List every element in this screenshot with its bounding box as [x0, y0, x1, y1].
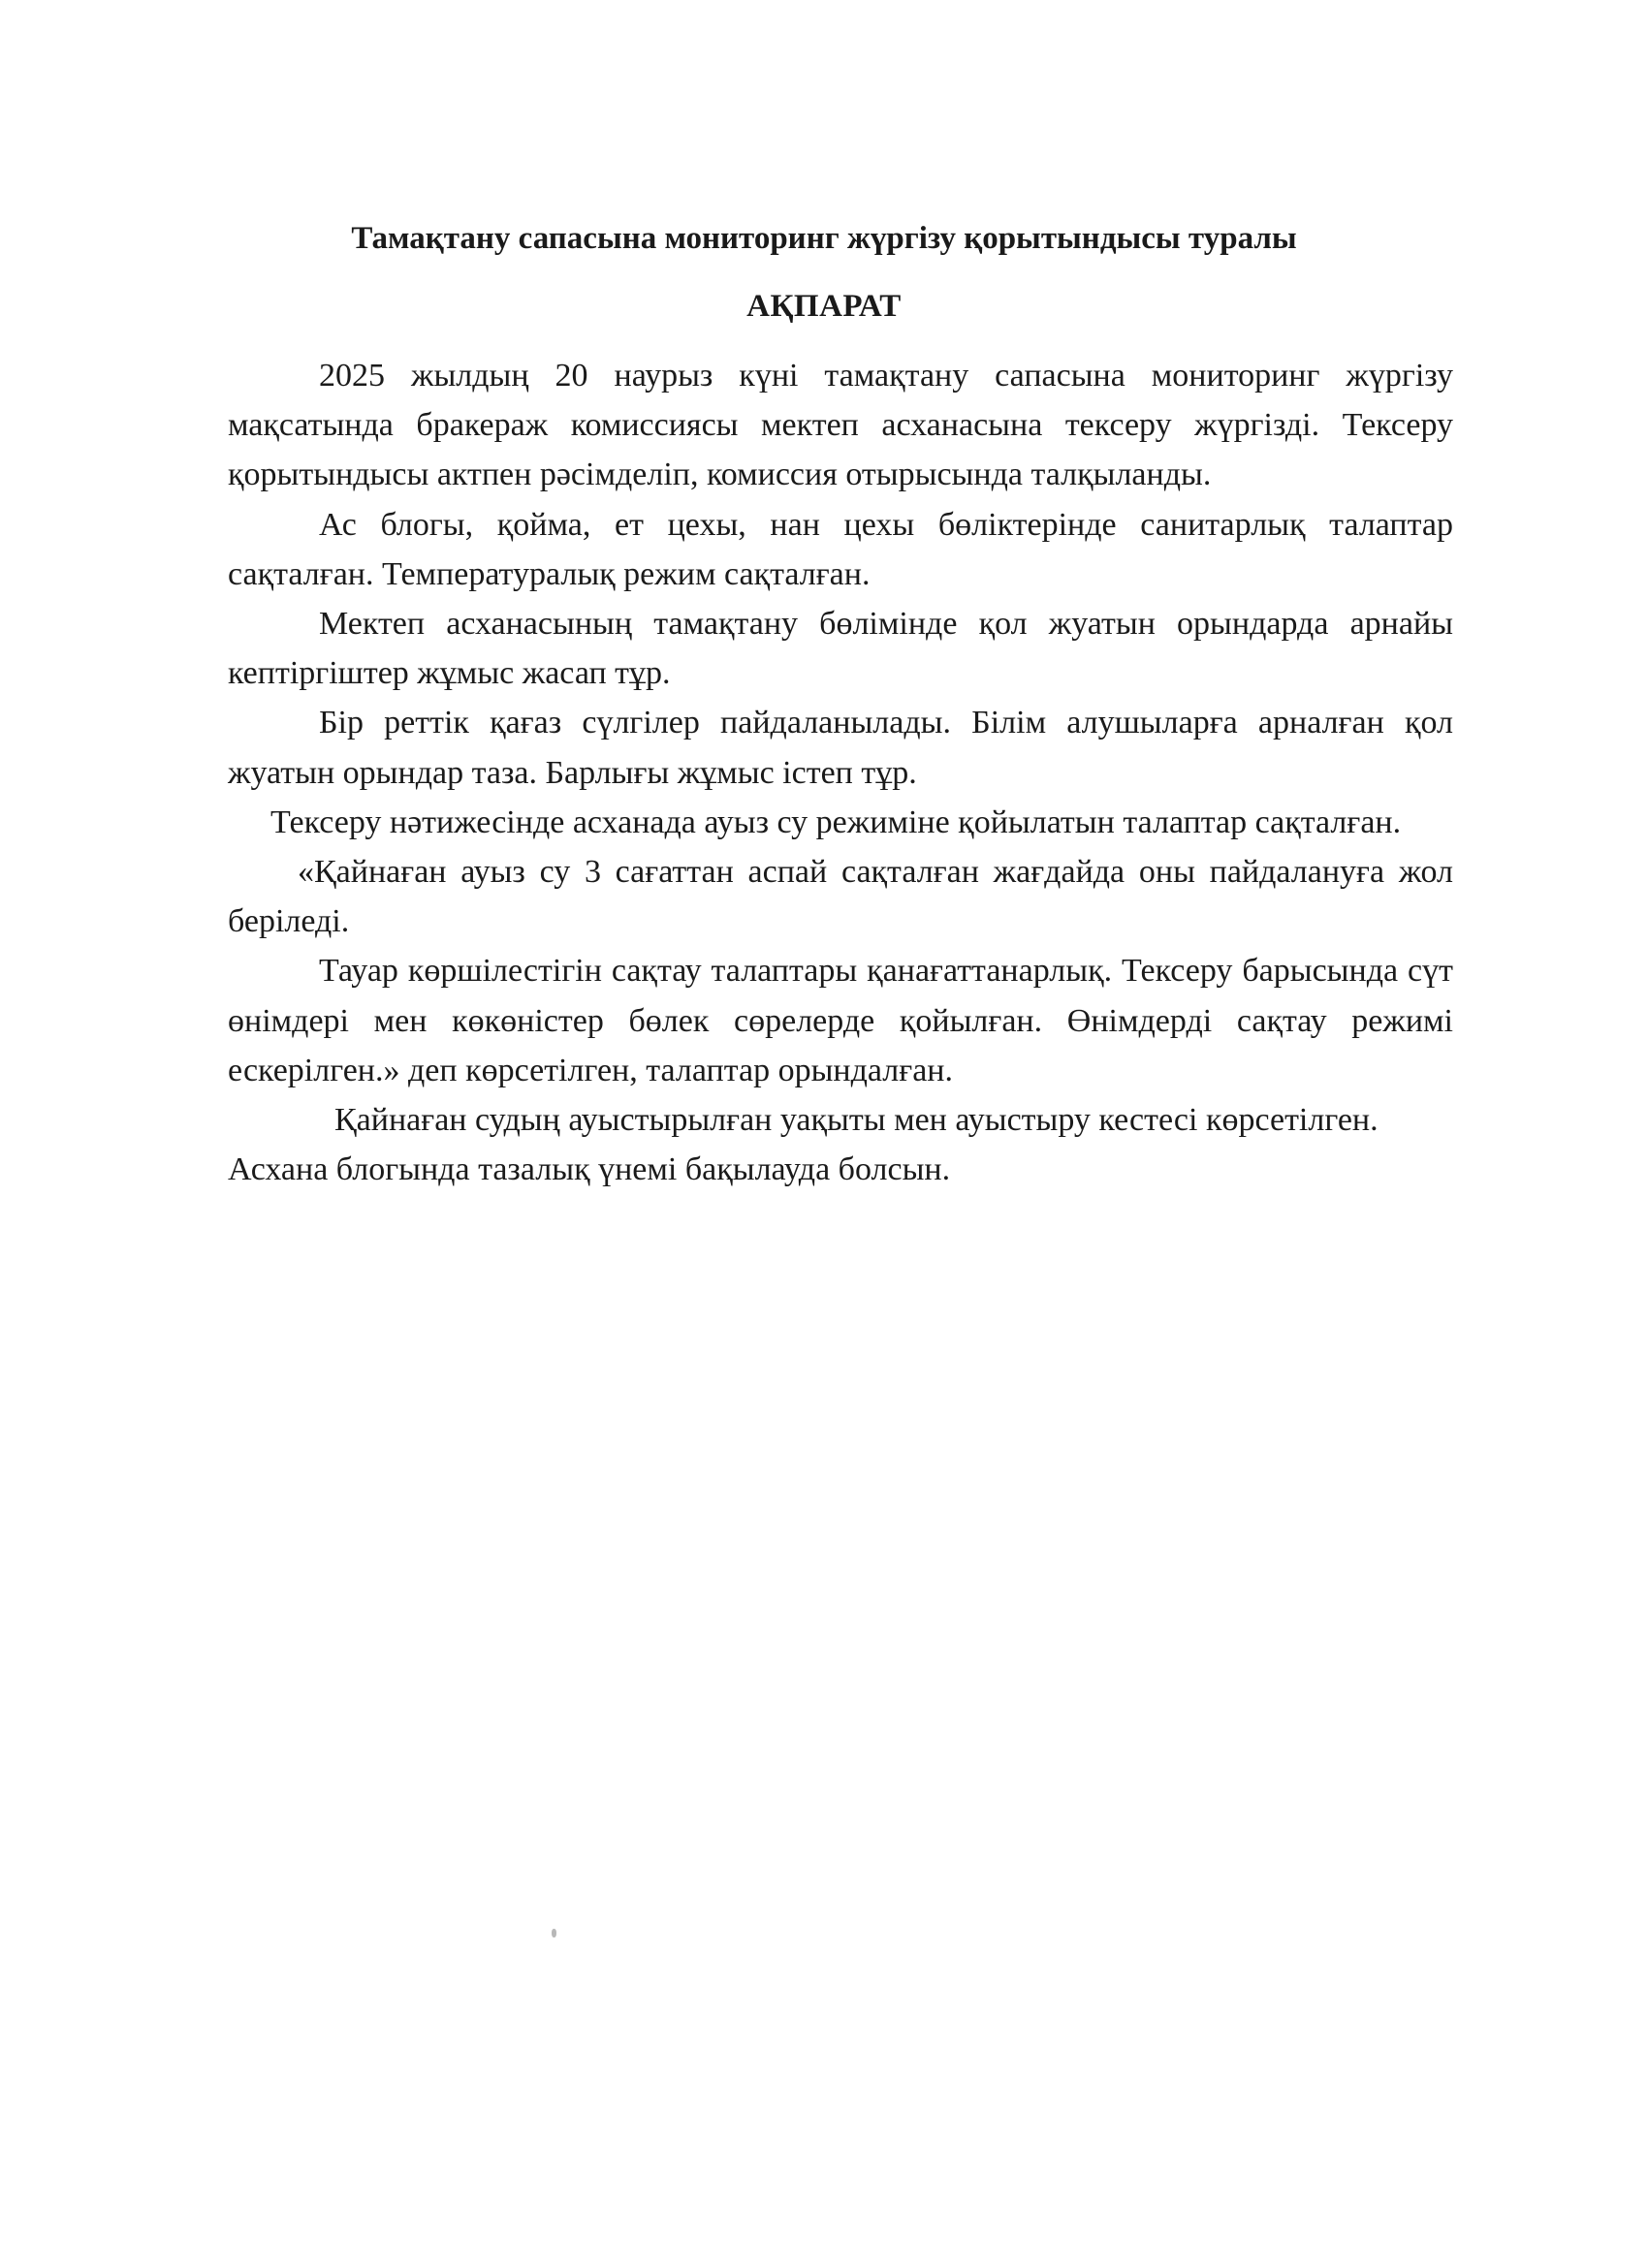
paragraph: Асхана блогында тазалық үнемі бақылауда болсын.: [228, 1151, 951, 1188]
paragraph: 2025 жылдың 20 наурыз күні тамақтану сапасына мониторинг жүргізу мақсатында бракераж комиссиясы мектеп асханасына тексеру жүргізді. Тексеру қорытындысы актпен рәсімделіп, комиссия отырысында талқыланды.: [228, 358, 1453, 493]
paragraph: Қайнаған судың ауыстырылған уақыты мен ауыстыру кестесі көрсетілген.: [334, 1102, 1379, 1139]
paragraph: Мектеп асханасының тамақтану бөлімінде қол жуатын орындарда арнайы кептіргіштер жұмыс жасап тұр.: [228, 606, 1453, 692]
paragraph: Тауар көршілестігін сақтау талаптары қанағаттанарлық. Тексеру барысында сүт өнімдері мен көкөністер бөлек сөрелерде қойылған. Өнімдерді сақтау режимі ескерілген.» деп көрсетілген, талаптар орындалған.: [228, 953, 1453, 1088]
paragraph: Бір реттік қағаз сүлгілер пайдаланылады. Білім алушыларға арналған қол жуатын орындар таза. Барлығы жұмыс істеп тұр.: [228, 705, 1453, 791]
paragraph: Тексеру нәтижесінде асханада ауыз су режиміне қойылатын талаптар сақталған.: [270, 803, 1402, 840]
document-body: [228, 351, 1453, 1194]
paragraph: «Қайнаған ауыз су 3 сағаттан аспай сақталған жағдайда оны пайдалануға жол беріледі.: [228, 854, 1453, 940]
paragraph: Ас блогы, қойма, ет цехы, нан цехы бөліктерінде санитарлық талаптар сақталған. Температуралық режим сақталған.: [228, 506, 1453, 592]
document-title: Тамақтану сапасына мониторинг жүргізу қорытындысы туралы: [351, 221, 1297, 256]
scan-speck: [552, 1929, 556, 1937]
document-subtitle: АҚПАРАТ: [746, 289, 902, 324]
